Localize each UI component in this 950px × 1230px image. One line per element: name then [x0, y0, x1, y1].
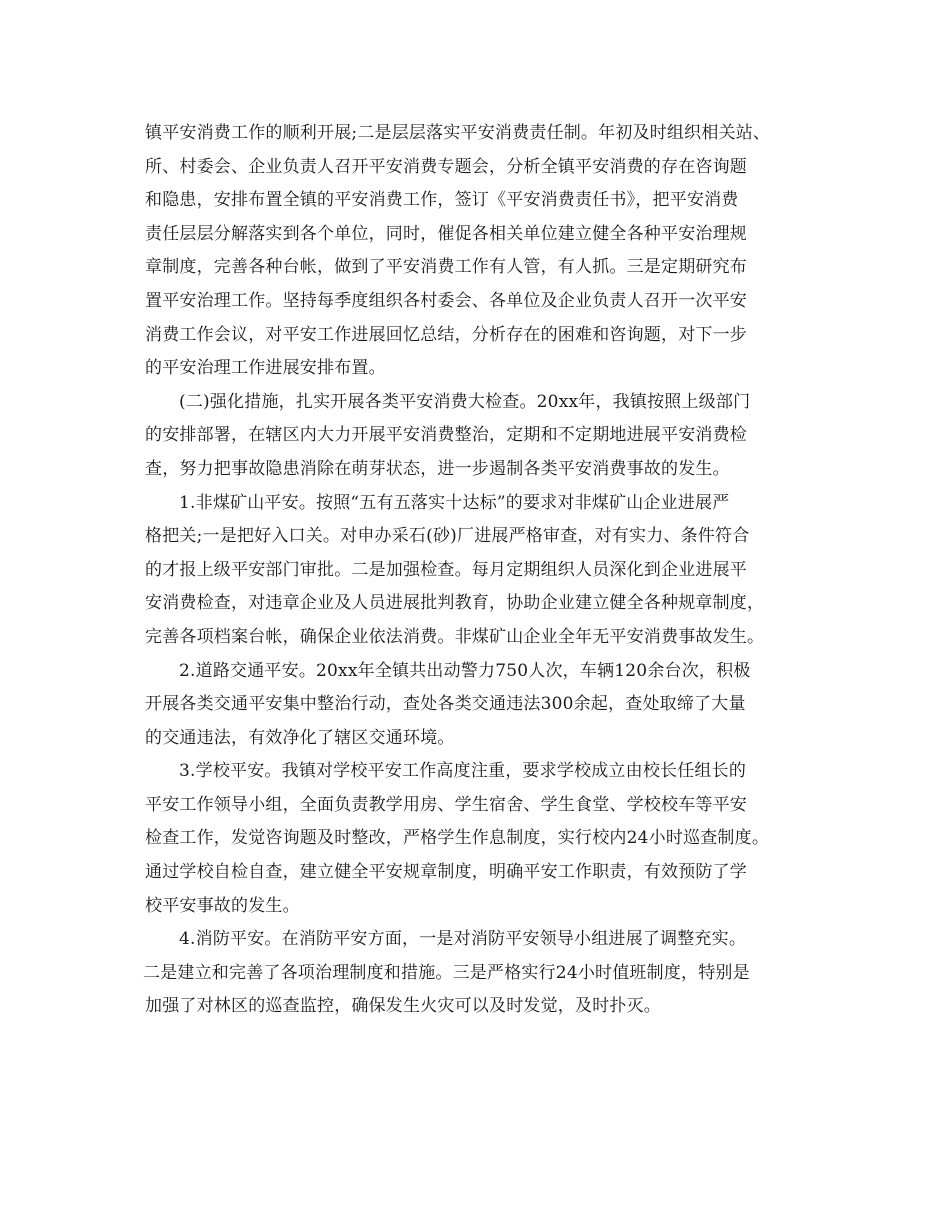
text-line: 的平安治理工作进展安排布置。: [145, 358, 386, 379]
text-line: 消费工作会议，对平安工作进展回忆总结，分析存在的困难和咨询题，对下一步: [145, 324, 747, 345]
text-line: 章制度，完善各种台帐，做到了平安消费工作有人管，有人抓。三是定期研究布: [145, 257, 747, 278]
text-line: 完善各项档案台帐，确保企业依法消费。非煤矿山企业全年无平安消费事故发生。: [145, 626, 765, 647]
text-line: 的安排部署，在辖区内大力开展平安消费整治，定期和不定期地进展平安消费检: [145, 425, 747, 446]
paragraph-heading: (二)强化措施，扎实开展各类平安消费大检查。20xx年，我镇按照上级部门: [179, 391, 751, 412]
text-line: 查，努力把事故隐患消除在萌芽状态，进一步遏制各类平安消费事故的发生。: [145, 458, 730, 479]
text-line: 责任层层分解落实到各个单位，同时，催促各相关单位建立健全各种平安治理规: [145, 223, 747, 244]
text-line: 通过学校自检自查，建立健全平安规章制度，明确平安工作职责，有效预防了学: [145, 862, 747, 883]
paragraph-heading: 1.非煤矿山平安。按照“五有五落实十达标”的要求对非煤矿山企业进展严: [179, 492, 730, 513]
text-line: 格把关;一是把好入口关。对申办采石(砂)厂进展严格审查，对有实力、条件符合: [145, 526, 750, 547]
paragraph-heading: 2.道路交通平安。20xx年全镇共出动警力750人次，车辆120余台次，积极: [179, 660, 751, 681]
text-line: 平安工作领导小组，全面负责教学用房、学生宿舍、学生食堂、学校校车等平安: [145, 794, 747, 815]
text-line: 和隐患，安排布置全镇的平安消费工作，签订《平安消费责任书》，把平安消费: [145, 190, 739, 211]
paragraph-heading: 4.消防平安。在消防平安方面，一是对消防平安领导小组进展了调整充实。: [179, 929, 747, 950]
text-line: 开展各类交通平安集中整治行动，查处各类交通违法300余起，查处取缔了大量: [145, 694, 746, 715]
text-line: 检查工作，发觉咨询题及时整改，严格学生作息制度，实行校内24小时巡查制度。: [145, 828, 770, 849]
text-line: 校平安事故的发生。: [145, 895, 300, 916]
paragraph-heading: 3.学校平安。我镇对学校平安工作高度注重，要求学校成立由校长任组长的: [179, 761, 747, 782]
text-line: 所、村委会、企业负责人召开平安消费专题会，分析全镇平安消费的存在咨询题: [145, 156, 747, 177]
text-line: 二是建立和完善了各项治理制度和措施。三是严格实行24小时值班制度，特别是: [143, 962, 750, 983]
text-line: 置平安治理工作。坚持每季度组织各村委会、各单位及企业负责人召开一次平安: [145, 290, 747, 311]
text-line: 的交通违法，有效净化了辖区交通环境。: [145, 727, 455, 748]
text-line: 镇平安消费工作的顺利开展;二是层层落实平安消费责任制。年初及时组织相关站、: [145, 123, 771, 143]
text-line: 安消费检查，对违章企业及人员进展批判教育，协助企业建立健全各种规章制度，: [145, 593, 765, 614]
text-line: 加强了对林区的巡查监控，确保发生火灾可以及时发觉，及时扑灭。: [145, 996, 661, 1017]
text-line: 的才报上级平安部门审批。二是加强检查。每月定期组织人员深化到企业进展平: [145, 559, 747, 580]
document-body: [145, 117, 825, 1024]
